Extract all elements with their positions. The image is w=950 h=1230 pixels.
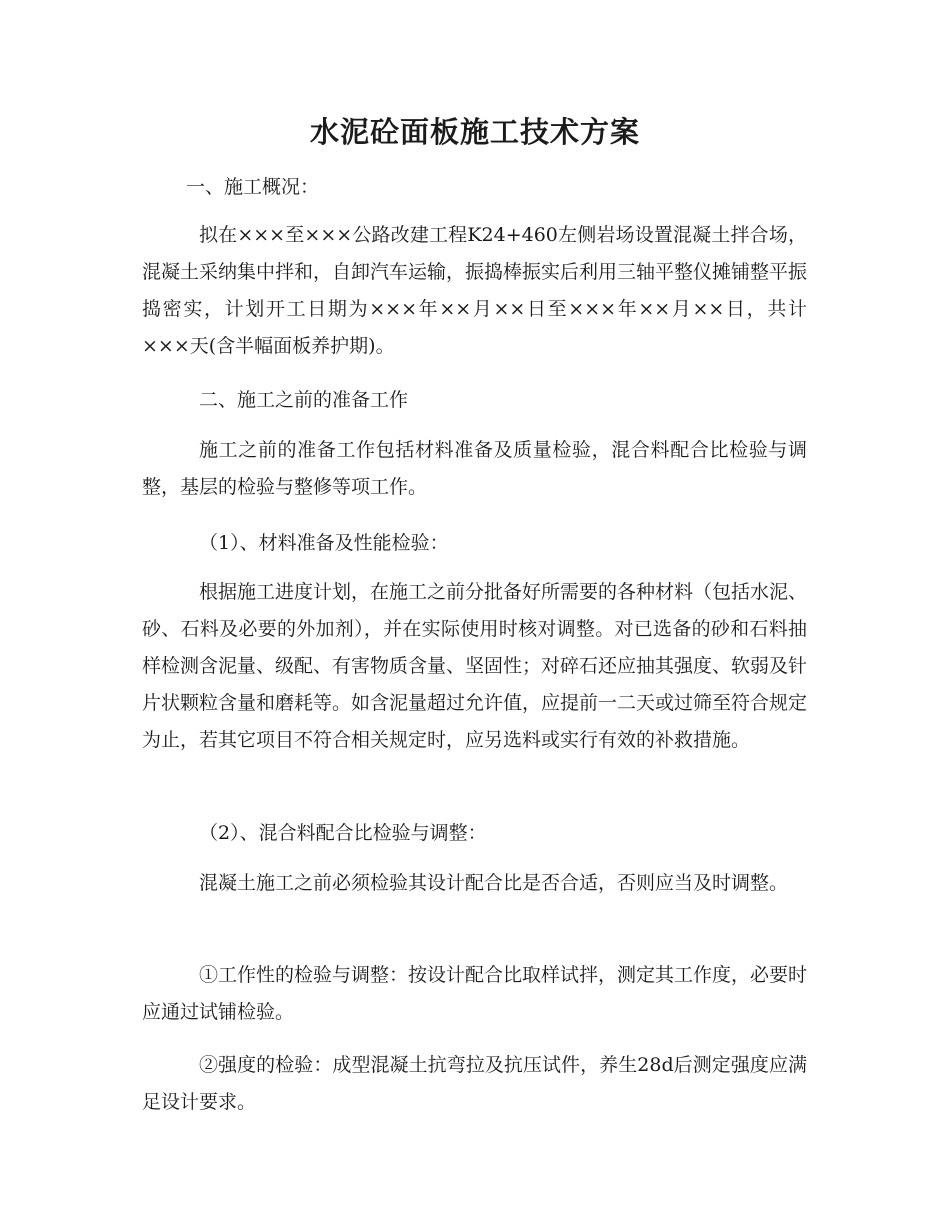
section-heading-preparation: 二、施工之前的准备工作 bbox=[199, 389, 409, 411]
document-title: 水泥砼面板施工技术方案 bbox=[309, 115, 640, 149]
paragraph-materials: 根据施工进度计划，在施工之前分批备好所需要的各种材料（包括水泥、砂、石料及必要的外加剂），并在实际使用时核对调整。对已选备的砂和石料抽样检测含泥量、级配、有害物质含量、坚固性；对碎石还应抽其强度、软弱及针片状颗粒含量和磨耗等。如含泥量超过允许值，应提前一二天或过筛至符合规定为止，若其它项目不符合相关规定时，应另选料或实行有效的补救措施。 bbox=[142, 581, 808, 751]
paragraph-preparation: 施工之前的准备工作包括材料准备及质量检验，混合料配合比检验与调整，基层的检验与整修等项工作。 bbox=[142, 439, 807, 498]
section-heading-materials: （1）、材料准备及性能检验： bbox=[199, 532, 449, 554]
paragraph-mix-ratio-intro: 混凝土施工之前必须检验其设计配合比是否合适，否则应当及时调整。 bbox=[199, 872, 789, 894]
section-heading-overview: 一、施工概况： bbox=[186, 176, 320, 198]
paragraph-workability-check: ①工作性的检验与调整：按设计配合比取样试拌，测定其工作度，必要时应通过试铺检验。 bbox=[142, 964, 808, 1023]
paragraph-overview: 拟在×××至×××公路改建工程K24+460左侧岩场设置混凝土拌合场，混凝土采纳集中拌和，自卸汽车运输，振捣棒振实后利用三轴平整仪摊铺整平振捣密实，计划开工日期为×××年××月××日至×××年××月××日，共计×××天(含半幅面板养护期)。 bbox=[142, 224, 808, 357]
paragraph-strength-check: ②强度的检验：成型混凝土抗弯拉及抗压试件，养生28d后测定强度应满足设计要求。 bbox=[142, 1054, 807, 1113]
section-heading-mix-ratio: （2）、混合料配合比检验与调整： bbox=[199, 822, 487, 844]
